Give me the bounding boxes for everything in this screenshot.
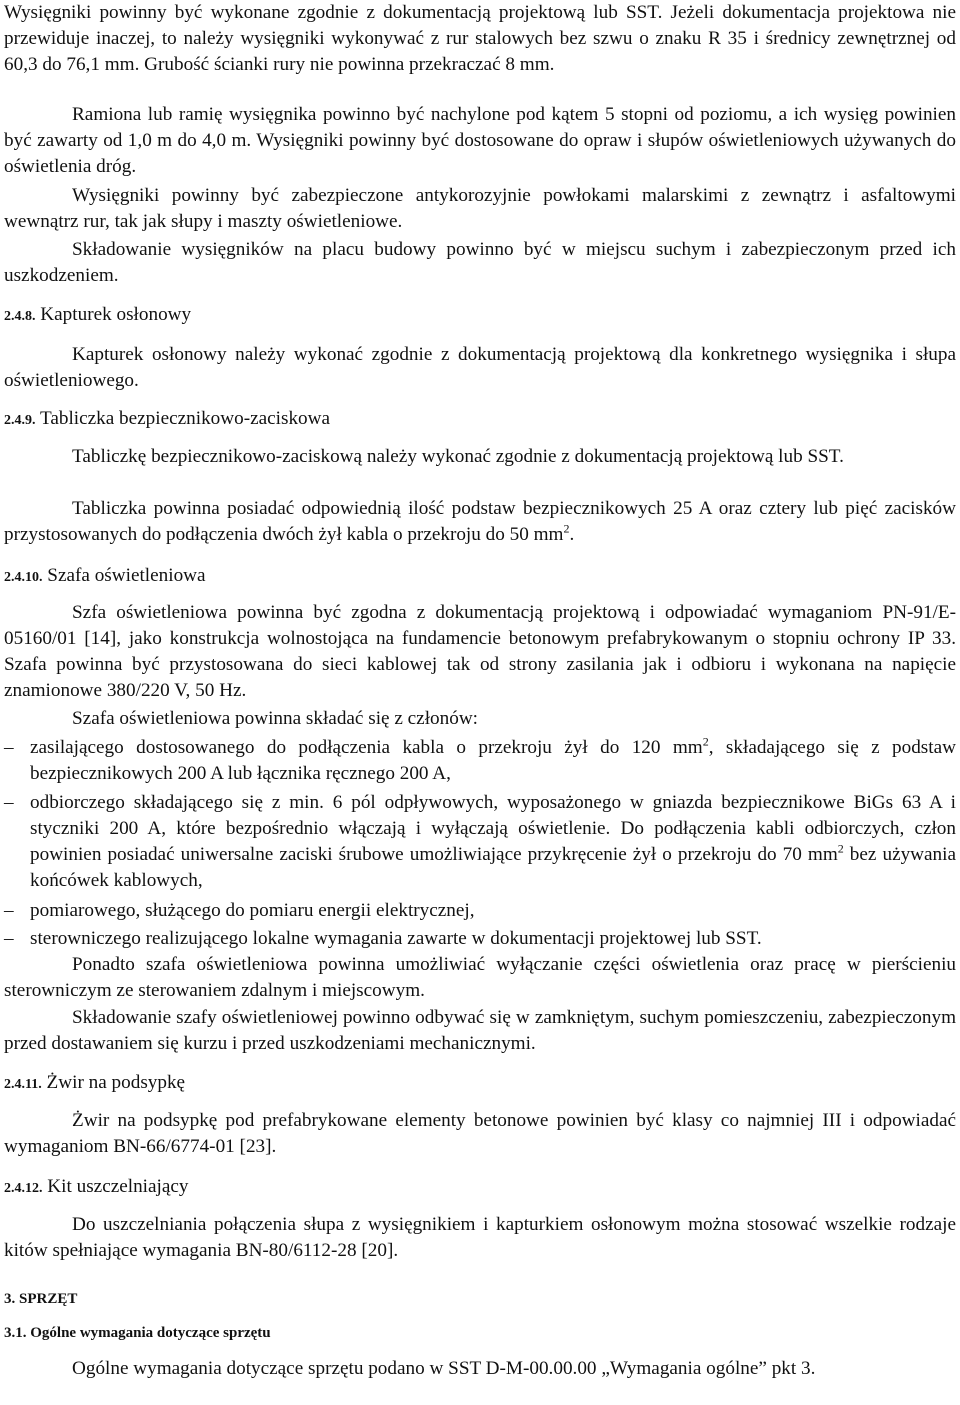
list-item-text: zasilającego dostosowanego do podłączenia kabla o przekroju żył do 120 mm bbox=[30, 737, 703, 758]
paragraph-wysiegniki-wykonanie: Wysięgniki powinny być wykonane zgodnie z dokumentacją projektową lub SST. Jeżeli dokumentacja projektowa nie przewiduje inaczej, to należy wysięgniki wykonywać z rur stalowych bez szwu o znaku R 35 i średnicy zewnętrznej od 60,3 do 76,1 mm. Grubość ścianki rury nie powinna przekraczać 8 mm. bbox=[4, 2, 956, 75]
list-dash: – bbox=[4, 737, 14, 758]
list-dash: – bbox=[4, 792, 14, 813]
section-title: Kit uszczelniający bbox=[47, 1176, 189, 1197]
section-heading-2-4-8 bbox=[4, 302, 191, 330]
superscript: 2 bbox=[563, 521, 570, 536]
paragraph-szafa-czlony: Szafa oświetleniowa powinna składać się z członów: bbox=[72, 708, 479, 729]
list-item-sterowniczy: sterowniczego realizującego lokalne wymagania zawarte w dokumentacji projektowej lub SST. bbox=[30, 928, 762, 949]
section-number: 2.4.8. bbox=[4, 309, 36, 324]
paragraph-zwir: Żwir na podsypkę pod prefabrykowane elementy betonowe powinien być klasy co najmniej III i odpowiadać wymaganiom BN-66/6774-01 [23]. bbox=[4, 1110, 956, 1157]
chapter-heading-3: 3. SPRZĘT bbox=[4, 1291, 78, 1307]
section-title: Kapturek osłonowy bbox=[40, 304, 192, 325]
section-title: Żwir na podsypkę bbox=[46, 1072, 186, 1093]
paragraph-text: Tabliczka powinna posiadać odpowiednią ilość podstaw bezpiecznikowych 25 A oraz cztery lub pięć zacisków przystosowanych do podłączenia dwóch żył kabla o przekroju do 50 mm bbox=[4, 498, 956, 545]
list-dash: – bbox=[4, 928, 14, 949]
list-item-text-end: bez używania końcówek kablowych, bbox=[30, 844, 956, 891]
list-item-pomiarowy: pomiarowego, służącego do pomiaru energii elektrycznej, bbox=[30, 900, 475, 921]
section-number: 2.4.10. bbox=[4, 570, 43, 585]
section-heading-3-1: 3.1. Ogólne wymagania dotyczące sprzętu bbox=[4, 1325, 271, 1341]
paragraph-tabliczka-podstawy bbox=[4, 496, 956, 548]
section-heading-2-4-10 bbox=[4, 563, 206, 591]
paragraph-kapturek: Kapturek osłonowy należy wykonać zgodnie z dokumentacją projektową dla konkretnego wysięgnika i słupa oświetleniowego. bbox=[4, 344, 956, 391]
paragraph-szafa-zgodna: Szfa oświetleniowa powinna być zgodna z dokumentacją projektową i odpowiadać wymaganiom PN-91/E-05160/01 [14], jako konstrukcja wolnostojąca na fundamencie betonowym prefabrykowanym o stopniu ochrony IP 33. Szafa powinna być przystosowana do sieci kablowej tak od strony zasilania jak i odbioru i wykonana na napięcie znamionowe 380/220 V, 50 Hz. bbox=[4, 602, 956, 701]
list-item-odbiorczy bbox=[30, 790, 956, 894]
paragraph-zabezpieczenie-antykorozyjne: Wysięgniki powinny być zabezpieczone antykorozyjnie powłokami malarskimi z zewnątrz i asfaltowymi wewnątrz rur, tak jak słupy i maszty oświetleniowe. bbox=[4, 185, 956, 232]
paragraph-skladowanie-wysiegnikow: Składowanie wysięgników na placu budowy powinno być w miejscu suchym i zabezpieczonym przed ich uszkodzeniem. bbox=[4, 239, 956, 286]
list-item-text: odbiorczego składającego się z min. 6 pól odpływowych, wyposażonego w gniazda bezpiecznikowe BiGs 63 A i styczniki 200 A, które bezpośrednio włączają i wyłączają oświetlenie. Do podłączenia kabli odbiorczych, człon powinien posiadać uniwersalne zaciski śrubowe umożliwiające przykręcenie żył o przekroju do 70 mm bbox=[30, 792, 956, 865]
section-heading-2-4-11 bbox=[4, 1070, 185, 1098]
list-item-text-end: , składającego się z podstaw bezpiecznikowych 200 A lub łącznika ręcznego 200 A, bbox=[30, 737, 956, 784]
superscript: 2 bbox=[837, 841, 844, 856]
section-number: 2.4.11. bbox=[4, 1077, 42, 1092]
paragraph-end: . bbox=[569, 524, 575, 545]
superscript: 2 bbox=[702, 734, 709, 749]
section-number: 2.4.9. bbox=[4, 413, 36, 428]
section-number: 2.4.12. bbox=[4, 1181, 43, 1196]
section-heading-2-4-12 bbox=[4, 1174, 188, 1202]
section-title: Szafa oświetleniowa bbox=[47, 565, 206, 586]
paragraph-tabliczke-wykonac: Tabliczkę bezpiecznikowo-zaciskową należy wykonać zgodnie z dokumentacją projektową lub SST. bbox=[72, 446, 844, 467]
paragraph-ramiona-nachylenie: Ramiona lub ramię wysięgnika powinno być nachylone pod kątem 5 stopni od poziomu, a ich wysięg powinien być zawarty od 1,0 m do 4,0 m. Wysięgniki powinny być dostosowane do opraw i słupów oświetleniowych używanych do oświetlenia dróg. bbox=[4, 104, 956, 177]
list-item-zasilajacy bbox=[30, 735, 956, 787]
paragraph-skladowanie-szafy: Składowanie szafy oświetleniowej powinno odbywać się w zamkniętym, suchym pomieszczeniu, zabezpieczonym przed dostawaniem się kurzu i przed uszkodzeniami mechanicznymi. bbox=[4, 1007, 956, 1054]
list-dash: – bbox=[4, 900, 14, 921]
section-title: Tabliczka bezpiecznikowo-zaciskowa bbox=[39, 408, 331, 429]
section-heading-2-4-9 bbox=[4, 406, 330, 434]
paragraph-sprzet: Ogólne wymagania dotyczące sprzętu podano w SST D-M-00.00.00 „Wymagania ogólne” pkt 3. bbox=[72, 1358, 816, 1379]
paragraph-ponadto: Ponadto szafa oświetleniowa powinna umożliwiać wyłączanie części oświetlenia oraz pracę w pierścieniu sterowniczym ze sterowaniem zdalnym i miejscowym. bbox=[4, 954, 956, 1001]
paragraph-kit: Do uszczelniania połączenia słupa z wysięgnikiem i kapturkiem osłonowym można stosować wszelkie rodzaje kitów spełniające wymagania BN-80/6112-28 [20]. bbox=[4, 1214, 956, 1261]
